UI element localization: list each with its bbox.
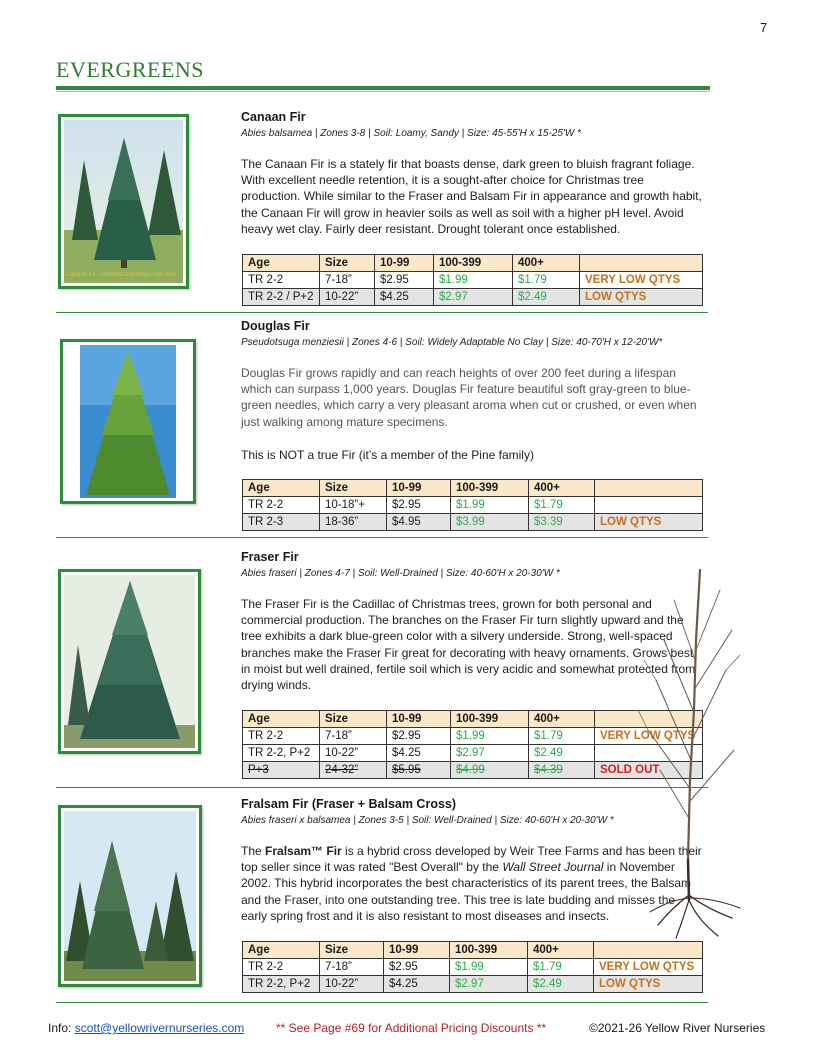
cell-price-400-plus: $1.79: [529, 728, 595, 745]
header-age: Age: [243, 711, 320, 728]
footer-copyright: ©2021-26 Yellow River Nurseries: [589, 1021, 766, 1035]
product-divider: [56, 1002, 708, 1003]
footer-contact: [48, 1021, 244, 1035]
cell-age: P+3: [243, 762, 320, 779]
table-row: [243, 976, 703, 993]
cell-age: TR 2-3: [243, 514, 320, 531]
cell-note: VERY LOW QTYS: [595, 728, 703, 745]
product-divider: [56, 787, 708, 788]
table-header-row: [243, 480, 703, 497]
cell-price-10-99: $4.25: [384, 976, 450, 993]
cell-age: TR 2-2, P+2: [243, 745, 320, 762]
cell-price-10-99: $2.95: [387, 497, 451, 514]
fralsam-fir-photo: [58, 805, 202, 987]
fraser-fir-name: Fraser Fir: [241, 550, 299, 564]
douglas-fir-name: Douglas Fir: [241, 319, 310, 333]
canaan-fir-photo-caption: Canaan Fir - sheared Christmas tree size: [66, 272, 176, 278]
header-age: Age: [243, 942, 320, 959]
cell-price-400-plus: $3.39: [529, 514, 595, 531]
canaan-fir-description: The Canaan Fir is a stately fir that boasts dense, dark green to bluish fragrant foliage. With excellent needle retention, it is a sought-after choice for Christmas tree production. While similar to the Fraser and Balsam Fir in appearance and growth habit, the Canaan Fir will grow in heavier soils as well as soil with a higher pH level. Avoid heavy wet clay. Fairly deer resistant. Drought tolerant once established.: [241, 157, 702, 236]
fralsam-fir-name: Fralsam Fir (Fraser + Balsam Cross): [241, 797, 457, 811]
page-number: 7: [760, 20, 768, 35]
cell-size: 7-18”: [320, 272, 375, 289]
douglas-fir-price-table: [242, 479, 703, 531]
header-size: Size: [320, 255, 375, 272]
canaan-fir-image: [64, 120, 183, 283]
cell-price-10-99: $2.95: [375, 272, 434, 289]
cell-age: TR 2-2: [243, 497, 320, 514]
cell-price-400-plus: $4.39: [529, 762, 595, 779]
cell-price-100-399: $1.99: [451, 728, 529, 745]
fralsam-brand-name: Fralsam™ Fir: [265, 844, 342, 858]
douglas-fir-image: [66, 345, 190, 498]
cell-note: VERY LOW QTYS: [594, 959, 703, 976]
header-400-plus: 400+: [528, 942, 594, 959]
fralsam-fir-description: The Fralsam™ Fir is a hybrid cross developed by Weir Tree Farms and has been their top seller since it was rated "Best Overall" by the Wall Street Journal in November 2002. This hybrid incorporates the best characteristics of its parent trees, the Balsam and the Fraser, into one outstanding tree. This tree is late budding and misses the early spring frost and it is also resistant to most diseases and insects.: [241, 844, 702, 923]
cell-price-10-99: $4.25: [387, 745, 451, 762]
canaan-fir-name: Canaan Fir: [241, 110, 306, 124]
cell-price-10-99: $5.95: [387, 762, 451, 779]
cell-size: 24-32”: [320, 762, 387, 779]
cell-price-400-plus: $2.49: [513, 289, 580, 306]
header-10-99: 10-99: [387, 711, 451, 728]
fraser-fir-price-table: [242, 710, 703, 779]
header-400-plus: 400+: [513, 255, 580, 272]
cell-price-10-99: $4.95: [387, 514, 451, 531]
table-row: [243, 762, 703, 779]
footer-pricing-note: ** See Page #69 for Additional Pricing Discounts **: [276, 1021, 547, 1035]
cell-price-400-plus: $1.79: [528, 959, 594, 976]
fraser-fir-image: [64, 575, 195, 748]
cell-price-100-399: $3.99: [451, 514, 529, 531]
cell-price-100-399: $1.99: [434, 272, 513, 289]
product-divider: [56, 312, 708, 313]
header-100-399: 100-399: [450, 942, 528, 959]
header-10-99: 10-99: [375, 255, 434, 272]
fralsam-fir-image: [64, 811, 196, 981]
cell-note: LOW QTYS: [580, 289, 703, 306]
bare-root-seedling-illustration: [636, 560, 746, 940]
cell-note: VERY LOW QTYS: [580, 272, 703, 289]
cell-size: 7-18”: [320, 728, 387, 745]
cell-age: TR 2-2: [243, 728, 320, 745]
cell-price-100-399: $2.97: [451, 745, 529, 762]
cell-size: 10-22”: [320, 745, 387, 762]
cell-price-100-399: $2.97: [434, 289, 513, 306]
cell-price-100-399: $2.97: [450, 976, 528, 993]
table-row: [243, 728, 703, 745]
table-header-row: [243, 711, 703, 728]
cell-note: [595, 497, 703, 514]
cell-price-100-399: $1.99: [450, 959, 528, 976]
cell-price-400-plus: $1.79: [529, 497, 595, 514]
header-size: Size: [320, 711, 387, 728]
canaan-fir-meta: Abies balsamea | Zones 3-8 | Soil: Loamy, Sandy | Size: 45-55'H x 15-25'W *: [241, 128, 581, 139]
fraser-fir-description: The Fraser Fir is the Cadillac of Christmas trees, grown for both personal and commercial production. The branches on the Fraser Fir turn slightly upward and the tree exhibits a dark blue-green color with a silvery underside. Strong, well-spaced branches make the Fraser Fir great for decorating with heavy ornaments. Grows best in moist but well drained, fertile soil which is very acidic and somewhat protected from drying winds.: [241, 597, 696, 693]
cell-price-10-99: $2.95: [384, 959, 450, 976]
product-divider: [56, 537, 708, 538]
fralsam-fir-meta: Abies fraseri x balsamea | Zones 3-5 | Soil: Well-Drained | Size: 40-60'H x 20-30'W *: [241, 815, 614, 826]
header-400-plus: 400+: [529, 480, 595, 497]
table-row: [243, 514, 703, 531]
header-10-99: 10-99: [384, 942, 450, 959]
section-title: EVERGREENS: [56, 57, 204, 82]
cell-price-400-plus: $1.79: [513, 272, 580, 289]
table-row: [243, 272, 703, 289]
douglas-fir-meta: Pseudotsuga menziesii | Zones 4-6 | Soil: Widely Adaptable No Clay | Size: 40-70'H x 12-20'W*: [241, 337, 663, 348]
table-header-row: [243, 255, 703, 272]
canaan-fir-photo: [58, 114, 189, 289]
header-note: [580, 255, 703, 272]
canaan-fir-price-table: [242, 254, 703, 306]
header-size: Size: [320, 942, 384, 959]
table-header-row: [243, 942, 703, 959]
header-10-99: 10-99: [387, 480, 451, 497]
cell-age: TR 2-2: [243, 959, 320, 976]
douglas-fir-description: Douglas Fir grows rapidly and can reach heights of over 200 feet during a lifespan which can surpass 1,000 years. Douglas Fir feature beautiful soft gray-green to blue-green needles, which carry a very pleasant aroma when cut or crushed, or even when just walking among mature specimens.: [241, 366, 697, 429]
cell-age: TR 2-2, P+2: [243, 976, 320, 993]
table-row: [243, 289, 703, 306]
fraser-fir-meta: Abies fraseri | Zones 4-7 | Soil: Well-Drained | Size: 40-60'H x 20-30'W *: [241, 568, 560, 579]
cell-age: TR 2-2 / P+2: [243, 289, 320, 306]
cell-size: 10-22”: [320, 976, 384, 993]
header-age: Age: [243, 480, 320, 497]
header-age: Age: [243, 255, 320, 272]
cell-price-400-plus: $2.49: [529, 745, 595, 762]
header-100-399: 100-399: [451, 480, 529, 497]
table-row: [243, 497, 703, 514]
fraser-fir-photo: [58, 569, 201, 754]
cell-size: 18-36”: [320, 514, 387, 531]
cell-price-100-399: $4.99: [451, 762, 529, 779]
header-100-399: 100-399: [451, 711, 529, 728]
header-100-399: 100-399: [434, 255, 513, 272]
table-row: [243, 959, 703, 976]
cell-note: SOLD OUT: [595, 762, 703, 779]
title-rule: [56, 86, 710, 90]
title-rule-thin: [56, 91, 710, 92]
cell-size: 10-22”: [320, 289, 375, 306]
table-row: [243, 745, 703, 762]
fralsam-fir-price-table: [242, 941, 703, 993]
header-note: [594, 942, 703, 959]
wall-street-journal-title: Wall Street Journal: [502, 860, 604, 875]
cell-price-10-99: $4.25: [375, 289, 434, 306]
cell-price-100-399: $1.99: [451, 497, 529, 514]
cell-size: 10-18”+: [320, 497, 387, 514]
header-400-plus: 400+: [529, 711, 595, 728]
douglas-fir-photo: [60, 339, 196, 504]
douglas-fir-note: This is NOT a true Fir (it’s a member of the Pine family): [241, 448, 534, 462]
header-size: Size: [320, 480, 387, 497]
cell-price-10-99: $2.95: [387, 728, 451, 745]
cell-size: 7-18”: [320, 959, 384, 976]
footer-email-link[interactable]: scott@yellowrivernurseries.com: [74, 1021, 245, 1035]
cell-note: LOW QTYS: [595, 514, 703, 531]
cell-price-400-plus: $2.49: [528, 976, 594, 993]
cell-age: TR 2-2: [243, 272, 320, 289]
header-note: [595, 480, 703, 497]
cell-note: LOW QTYS: [594, 976, 703, 993]
footer-info-label: Info:: [48, 1021, 75, 1035]
